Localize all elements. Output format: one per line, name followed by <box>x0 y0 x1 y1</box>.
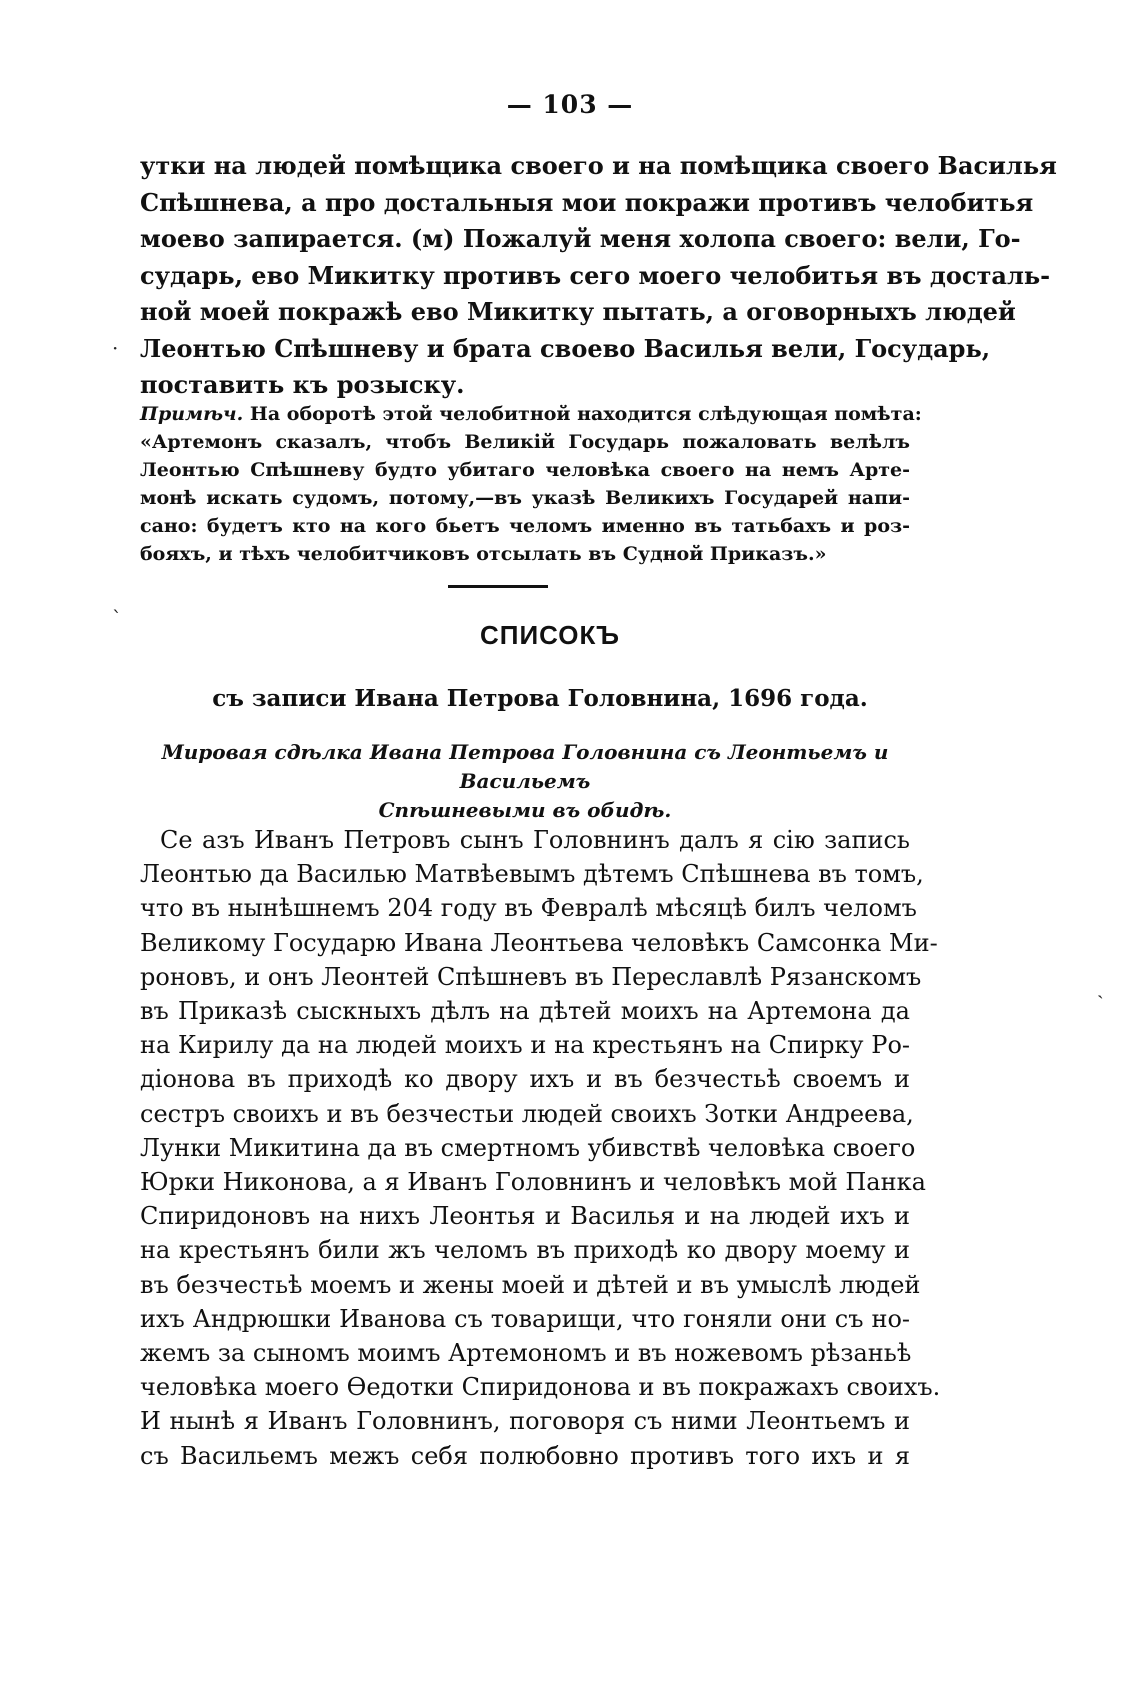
text-line: ихъ Андрюшки Иванова съ товарищи, что гоняли они съ но- <box>140 1304 910 1333</box>
text-line: «Артемонъ сказалъ, чтобъ Великій Государь пожаловать велѣлъ <box>140 431 910 453</box>
text-line: моево запирается. (м) Пожалуй меня холопа своего: вели, Го- <box>140 224 1021 253</box>
print-speck: ˋ <box>112 606 122 630</box>
text-line: бояхъ, и тѣхъ челобитчиковъ отсылать въ Судной Приказъ.» <box>140 543 827 565</box>
print-speck: ˏ <box>1097 975 1104 999</box>
text-line: ной моей покражѣ ево Микитку пытать, а оговорныхъ людей <box>140 297 1016 326</box>
page-number: — 103 — <box>506 90 634 119</box>
text-line: сестръ своихъ и въ безчестьи людей своихъ Зотки Андреева, <box>140 1099 914 1128</box>
text-line: съ Васильемъ межъ себя полюбовно противъ того ихъ и я <box>140 1441 910 1470</box>
text-line: поставить къ розыску. <box>140 370 465 399</box>
text-line: Се азъ Иванъ Петровъ сынъ Головнинъ далъ я сію запись <box>160 826 910 854</box>
text-line: монѣ искать судомъ, потому,—въ указѣ Великихъ Государей напи- <box>140 487 910 509</box>
paragraph-2 <box>140 823 941 1473</box>
text-line: на Кирилу да на людей моихъ и на крестьянъ на Спирку Ро- <box>140 1031 910 1060</box>
footnote-lead: Примѣч. <box>140 403 244 425</box>
text-line: на крестьянъ били жъ челомъ въ приходѣ ко двору моему и <box>140 1236 910 1265</box>
text-line: Лунки Микитина да въ смертномъ убивствѣ человѣка своего <box>140 1133 916 1162</box>
text-line: сано: будетъ кто на кого бьетъ челомъ именно въ татьбахъ и роз- <box>140 515 910 537</box>
text-line: Спиридоновъ на нихъ Леонтья и Василья и на людей ихъ и <box>140 1202 910 1231</box>
text-line: утки на людей помѣщика своего и на помѣщика своего Василья <box>140 151 1057 180</box>
text-line: Великому Государю Ивана Леонтьева человѣкъ Самсонка Ми- <box>140 928 938 957</box>
text-line: Леонтью Спѣшневу и брата своево Василья вели, Государь, <box>140 333 991 363</box>
text-line: діонова въ приходѣ ко двору ихъ и въ безчестьѣ своемъ и <box>140 1065 910 1094</box>
text-line <box>140 400 922 428</box>
text-line: что въ нынѣшнемъ 204 году въ Февралѣ мѣсяцѣ билъ челомъ <box>140 894 917 923</box>
text-line: человѣка моего Ѳедотки Спиридонова и въ покражахъ своихъ. <box>140 1373 941 1402</box>
section-caption <box>140 738 910 825</box>
text-line: роновъ, и онъ Леонтей Спѣшневъ въ Переславлѣ Рязанскомъ <box>140 962 922 991</box>
text-line: въ безчестьѣ моемъ и жены моей и дѣтей и въ умыслѣ людей <box>140 1270 921 1299</box>
section-subtitle: съ записи Ивана Петрова Головнина, 1696 года. <box>212 685 868 712</box>
text-line: Леонтью да Василью Матвѣевымъ дѣтемъ Спѣшнева въ томъ, <box>140 860 924 889</box>
footnote <box>140 400 922 568</box>
text-line: И нынѣ я Иванъ Головнинъ, поговоря съ ними Леонтьемъ и <box>140 1407 910 1436</box>
footnote-text: На оборотѣ этой челобитной находится слѣдующая помѣта: <box>249 403 922 425</box>
paragraph-1 <box>140 148 1057 404</box>
text-line: сударь, ево Микитку противъ сего моего челобитья въ досталь- <box>140 260 1051 290</box>
text-line: Спѣшнева, а про достальныя мои покражи противъ челобитья <box>140 187 1034 217</box>
caption-line: Спѣшневыми въ обидѣ. <box>378 798 672 822</box>
text-line: Юрки Никонова, а я Иванъ Головнинъ и человѣкъ мой Панка <box>140 1168 926 1197</box>
caption-line: Мировая сдѣлка Ивана Петрова Головнина съ Леонтьемъ и Васильемъ <box>161 740 889 793</box>
text-line: въ Приказѣ сыскныхъ дѣлъ на дѣтей моихъ на Артемона да <box>140 997 910 1026</box>
section-title: СПИСОКЪ <box>480 620 620 650</box>
print-speck: · <box>112 336 119 360</box>
text-line: Леонтью Спѣшневу будто убитаго человѣка своего на немъ Арте- <box>140 459 910 481</box>
section-divider <box>448 585 548 588</box>
text-line: жемъ за сыномъ моимъ Артемономъ и въ ножевомъ рѣзаньѣ <box>140 1339 912 1368</box>
